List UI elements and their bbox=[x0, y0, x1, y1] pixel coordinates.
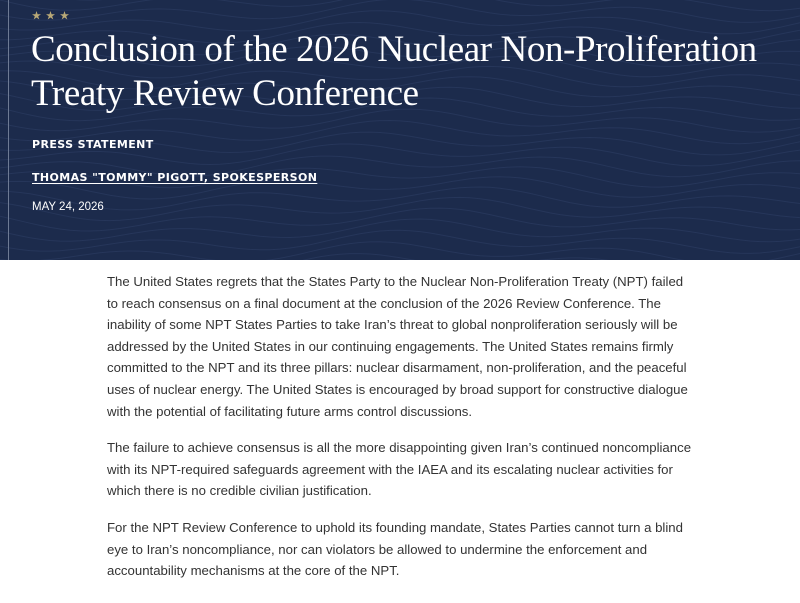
statement-type-label: PRESS STATEMENT bbox=[32, 138, 154, 151]
wave-line bbox=[0, 0, 800, 22]
wave-line bbox=[0, 197, 800, 220]
wave-line bbox=[0, 254, 800, 260]
page-title: Conclusion of the 2026 Nuclear Non-Proliferation Treaty Review Conference bbox=[31, 29, 757, 114]
wave-line bbox=[0, 230, 800, 253]
article-paragraph: The failure to achieve consensus is all the more disappointing given Iran’s continued noncompliance with its NPT-required safeguards agreement with the IAEA and its escalating nuclear activities for which there is no credible civilian justification. bbox=[107, 440, 692, 499]
hero-banner bbox=[0, 0, 800, 260]
hero-left-rule bbox=[8, 0, 9, 260]
star-icon bbox=[60, 11, 69, 20]
article-paragraph: The United States regrets that the States Party to the Nuclear Non-Proliferation Treaty (NPT) failed to reach consensus on a final document at the conclusion of the 2026 Review Conference. The inability of some NPT States Parties to take Iran’s threat to global nonproliferation seriously will be addressed by the United States in our continuing engagements. The United States remains firmly committed to the NPT and its three pillars: nuclear disarmament, non-proliferation, and the peaceful uses of nuclear energy. The United States is encouraged by broad support for constructive dialogue with the potential of facilitating future arms control discussions. bbox=[107, 274, 688, 419]
author-link[interactable]: THOMAS "TOMMY" PIGOTT, SPOKESPERSON bbox=[32, 171, 318, 184]
article-paragraph: For the NPT Review Conference to uphold its founding mandate, States Parties cannot turn a blind eye to Iran’s noncompliance, nor can violators be allowed to undermine the enforcement and accountability mechanisms at the core of the NPT. bbox=[107, 519, 683, 579]
wave-line bbox=[0, 0, 800, 11]
wave-line bbox=[0, 187, 800, 210]
publication-date: MAY 24, 2026 bbox=[32, 201, 104, 213]
star-icon bbox=[46, 11, 55, 20]
star-icon bbox=[32, 11, 41, 20]
three-stars-icon bbox=[32, 11, 69, 20]
article-body bbox=[107, 271, 697, 597]
